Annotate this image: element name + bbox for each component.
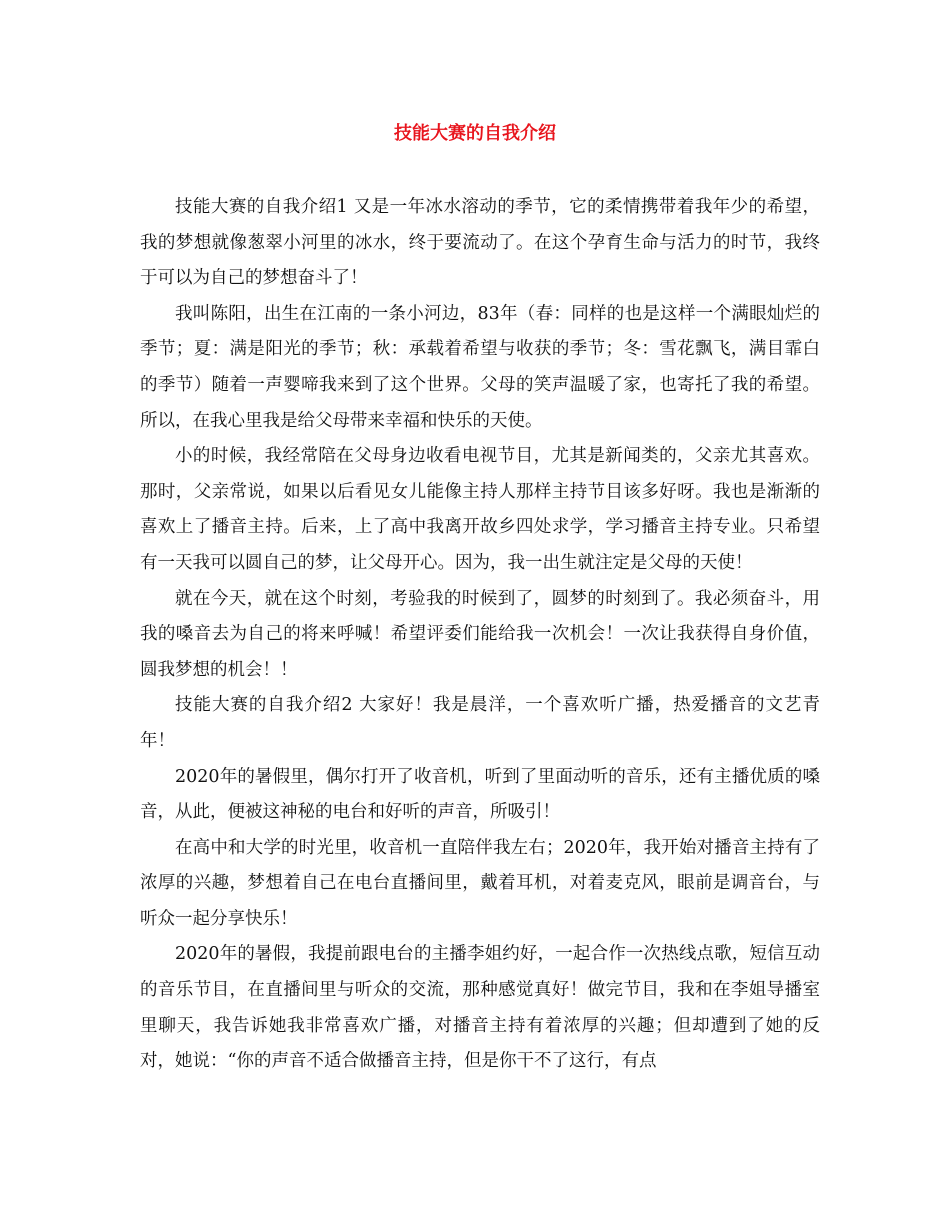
paragraph: 技能大赛的自我介绍2 大家好！我是晨洋，一个喜欢听广播，热爱播音的文艺青年！ — [140, 695, 820, 751]
paragraph: 2020年的暑假，我提前跟电台的主播李姐约好，一起合作一次热线点歌，短信互动的音乐节目，在直播间里与听众的交流，那种感觉真好！做完节目，我和在李姐导播室里聊天，我告诉她我非常喜欢广播，对播音主持有着浓厚的兴趣；但却遭到了她的反对，她说：“你的声音不适合做播音主持，但是你干不了这行，有点 — [140, 944, 820, 1072]
paragraph: 小的时候，我经常陪在父母身边收看电视节目，尤其是新闻类的，父亲尤其喜欢。那时，父亲常说，如果以后看见女儿能像主持人那样主持节目该多好呀。我也是渐渐的喜欢上了播音主持。后来，上了高中我离开故乡四处求学，学习播音主持专业。只希望有一天我可以圆自己的梦，让父母开心。因为，我一出生就注定是父母的天使！ — [140, 446, 820, 573]
paragraph: 就在今天，就在这个时刻，考验我的时候到了，圆梦的时刻到了。我必须奋斗，用我的嗓音去为自己的将来呼喊！希望评委们能给我一次机会！一次让我获得自身价值，圆我梦想的机会！！ — [140, 588, 820, 680]
paragraph: 技能大赛的自我介绍1 又是一年冰水溶动的季节，它的柔情携带着我年少的希望，我的梦想就像葱翠小河里的冰水，终于要流动了。在这个孕育生命与活力的时节，我终于可以为自己的梦想奋斗了！ — [140, 197, 820, 289]
paragraph: 在高中和大学的时光里，收音机一直陪伴我左右；2020年，我开始对播音主持有了浓厚的兴趣，梦想着自己在电台直播间里，戴着耳机，对着麦克风，眼前是调音台，与听众一起分享快乐！ — [140, 837, 820, 929]
document-body — [140, 190, 820, 1080]
document-title: 技能大赛的自我介绍 — [394, 123, 556, 144]
paragraph: 我叫陈阳，出生在江南的一条小河边，83年（春：同样的也是这样一个满眼灿烂的季节；夏：满是阳光的季节；秋：承载着希望与收获的季节；冬：雪花飘飞，满目霏白的季节）随着一声婴啼我来到了这个世界。父母的笑声温暖了家，也寄托了我的希望。所以，在我心里我是给父母带来幸福和快乐的天使。 — [140, 303, 820, 431]
paragraph: 2020年的暑假里，偶尔打开了收音机，听到了里面动听的音乐，还有主播优质的嗓音，从此，便被这神秘的电台和好听的声音，所吸引！ — [140, 766, 820, 823]
